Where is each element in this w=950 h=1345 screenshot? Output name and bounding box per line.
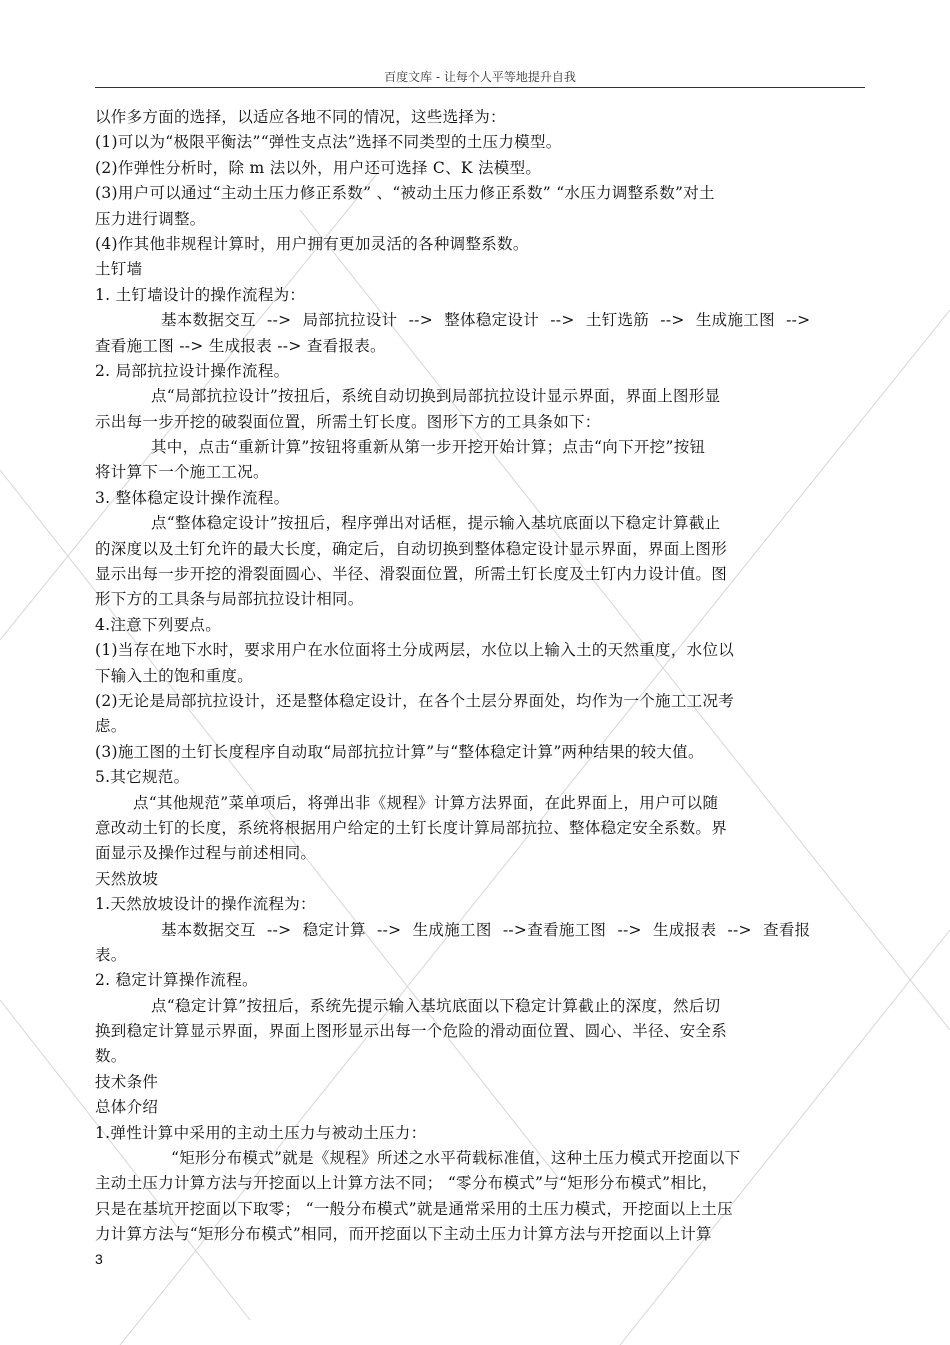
text-line: 1.天然放坡设计的操作流程为：: [95, 895, 316, 914]
section-heading: 技术条件: [95, 1072, 159, 1091]
paragraph-start: 其中，点击“重新计算”按钮将重新从第一步开挖开始计算；点击“向下开挖”按钮: [151, 438, 706, 457]
text-line: 3. 整体稳定设计操作流程。: [95, 488, 290, 507]
paragraph-start: 点“其他规范”菜单项后，将弹出非《规程》计算方法界面，在此界面上，用户可以随: [133, 793, 719, 812]
text-line: 只是在基坑开挖面以下取零； “一般分布模式”就是通常采用的土压力模式，开挖面以上土压: [95, 1199, 733, 1218]
section-heading: 土钉墙: [95, 260, 143, 279]
paragraph-start: 点“稳定计算”按扭后，系统先提示输入基坑底面以下稳定计算截止的深度，然后切: [151, 996, 721, 1015]
paragraph-start: “矩形分布模式”就是《规程》所述之水平荷载标准值，这种土压力模式开挖面以下: [171, 1149, 741, 1168]
page-header: 百度文库 - 让每个人平等地提升自我: [384, 70, 576, 84]
text-line: 2. 局部抗拉设计操作流程。: [95, 361, 290, 380]
flow-line: 基本数据交互 --> 稳定计算 --> 生成施工图 -->查看施工图 --> 生成报表 --> 查看报: [161, 920, 811, 939]
paragraph-start: 点“局部抗拉设计”按扭后，系统自动切换到局部抗拉设计显示界面，界面上图形显: [151, 387, 721, 406]
text-line: 压力进行调整。: [95, 209, 206, 228]
text-line: 力计算方法与“矩形分布模式”相同，而开挖面以下主动土压力计算方法与开挖面以上计算: [95, 1225, 712, 1244]
text-line: 下输入土的饱和重度。: [95, 666, 254, 685]
text-line: 形下方的工具条与局部抗拉设计相同。: [95, 590, 364, 609]
section-heading: 总体介绍: [95, 1098, 159, 1117]
text-line: 换到稳定计算显示界面，界面上图形显示出每一个危险的滑动面位置、圆心、半径、安全系: [95, 1022, 728, 1041]
text-line: 主动土压力计算方法与开挖面以上计算方法不同； “零分布模式”与“矩形分布模式”相比，: [95, 1174, 718, 1193]
text-line: 的深度以及土钉允许的最大长度，确定后，自动切换到整体稳定设计显示界面，界面上图形: [95, 539, 728, 558]
text-line: 数。: [95, 1047, 127, 1066]
text-line: 以作多方面的选择，以适应各地不同的情况，这些选择为：: [95, 108, 506, 126]
text-line: (1)当存在地下水时，要求用户在水位面将土分成两层，水位以上输入土的天然重度，水位以: [95, 641, 735, 660]
text-line: 2. 稳定计算操作流程。: [95, 971, 258, 990]
text-line: 面显示及操作过程与前述相同。: [95, 844, 317, 863]
header-rule: [95, 87, 865, 88]
text-line: 4.注意下列要点。: [95, 615, 221, 634]
section-heading: 天然放坡: [95, 869, 159, 888]
page-number: 3: [95, 1251, 103, 1267]
document-body: [95, 105, 865, 1248]
paragraph-start: 点“整体稳定设计”按扭后，程序弹出对话框，提示输入基坑底面以下稳定计算截止: [151, 514, 721, 533]
text-line: 意改动土钉的长度，系统将根据用户给定的土钉长度计算局部抗拉、整体稳定安全系数。界: [95, 818, 728, 837]
text-line: (1)可以为“极限平衡法”“弹性支点法”选择不同类型的土压力模型。: [95, 133, 562, 152]
text-line: (4)作其他非规程计算时，用户拥有更加灵活的各种调整系数。: [95, 234, 529, 253]
text-line: 虑。: [95, 717, 127, 736]
text-line: 1. 土钉墙设计的操作流程为：: [95, 285, 306, 304]
text-line: (2)作弹性分析时，除 m 法以外，用户还可选择 C、K 法模型。: [95, 158, 542, 177]
text-line: 将计算下一个施工工况。: [95, 463, 269, 482]
text-line: (3)施工图的土钉长度程序自动取“局部抗拉计算”与“整体稳定计算”两种结果的较大值。: [95, 742, 704, 761]
text-line: 1.弹性计算中采用的主动土压力与被动土压力：: [95, 1123, 427, 1142]
text-line: 示出每一步开挖的破裂面位置，所需土钉长度。图形下方的工具条如下：: [95, 412, 601, 431]
text-line: 5.其它规范。: [95, 768, 190, 787]
text-line: 表。: [95, 945, 127, 964]
text-line: 查看施工图 --> 生成报表 --> 查看报表。: [95, 336, 386, 355]
text-line: (2)无论是局部抗拉设计，还是整体稳定设计，在各个土层分界面处，均作为一个施工工况考: [95, 691, 735, 710]
flow-line: 基本数据交互 --> 局部抗拉设计 --> 整体稳定设计 --> 土钉选筋 --> 生成施工图 -->: [161, 311, 811, 330]
text-line: 显示出每一步开挖的滑裂面圆心、半径、滑裂面位置，所需土钉长度及土钉内力设计值。图: [95, 565, 728, 584]
text-line: (3)用户可以通过“主动土压力修正系数” 、“被动土压力修正系数” “水压力调整系数”对土: [95, 184, 715, 203]
